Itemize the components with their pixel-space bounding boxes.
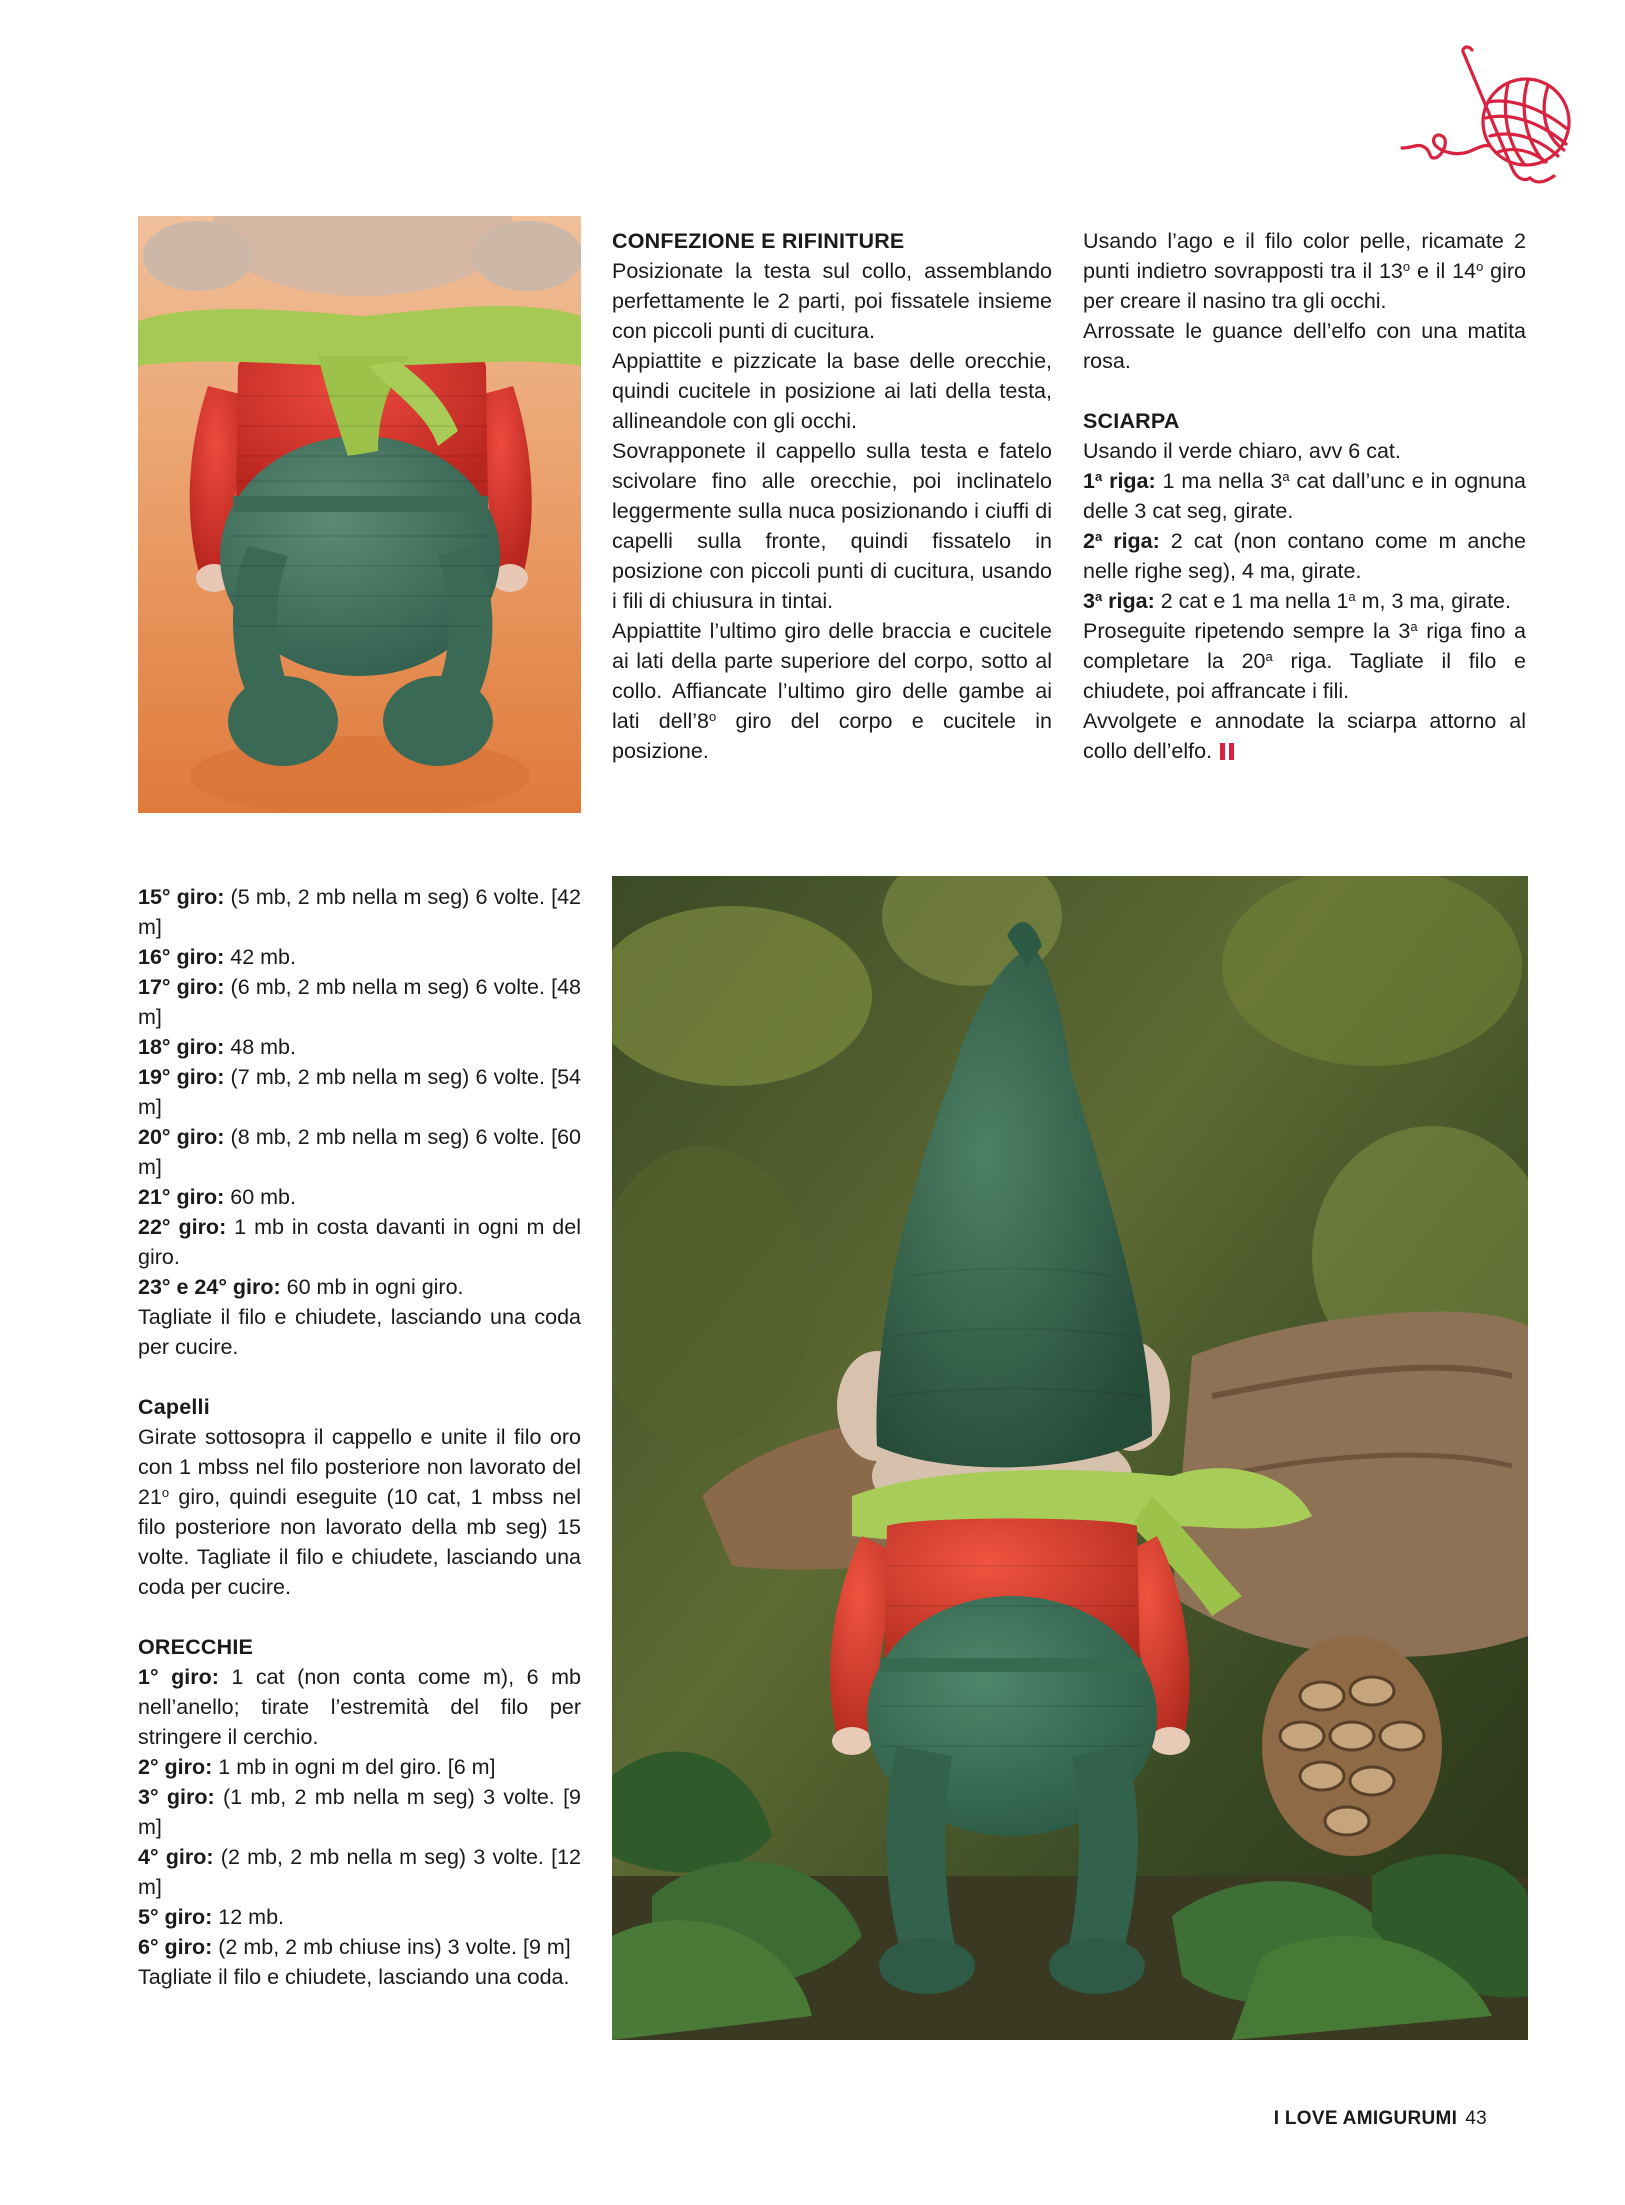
cheeks-paragraph: Arrossate le guance dell’elfo con una matita rosa. [1083,319,1526,373]
ear-round-4: 4° giro: (2 mb, 2 mb nella m seg) 3 volte. [12 m] [138,1845,581,1899]
ears-heading: ORECCHIE [138,1635,254,1659]
finishing-paragraph-1: Posizionate la testa sul collo, assemblando perfettamente le 2 parti, poi fissatele insieme con piccoli punti di cucitura. [612,259,1052,343]
hat-close: Tagliate il filo e chiudete, lasciando una coda per cucire. [138,1305,581,1359]
ear-round-6: 6° giro: (2 mb, 2 mb chiuse ins) 3 volte. [9 m] [138,1935,571,1959]
hat-round-23-24: 23° e 24° giro: 60 mb in ogni giro. [138,1275,464,1299]
finishing-column [612,226,1052,766]
hair-instructions: Girate sottosopra il cappello e unite il filo oro con 1 mbss nel filo posteriore non lavorato del 21$^o$ giro, quindi eseguite (10 cat, 1 mbss nel filo posteriore non lavorato della mb seg) 15 volte. Tagliate il filo e chiudete, lasciando una coda per cucire. [138,1425,581,1599]
scarf-heading: SCIARPA [1083,409,1180,433]
ear-round-5: 5° giro: 12 mb. [138,1905,284,1929]
yarn-ball-heart-icon [1398,40,1598,190]
ear-round-3: 3° giro: (1 mb, 2 mb nella m seg) 3 volte. [9 m] [138,1785,581,1839]
scarf-repeat: Proseguite ripetendo sempre la 3$^a$ riga fino a completare la 20$^a$ riga. Tagliate il filo e chiudete, poi affrancate i fili. [1083,619,1526,703]
scarf-row-1: 1$^a$ riga: 1 ma nella 3$^a$ cat dall’unc e in ognuna delle 3 cat seg, girate. [1083,469,1526,523]
hair-heading: Capelli [138,1395,210,1419]
hat-round-16: 16° giro: 42 mb. [138,945,296,969]
hat-round-20: 20° giro: (8 mb, 2 mb nella m seg) 6 volte. [60 m] [138,1125,581,1179]
scarf-intro: Usando il verde chiaro, avv 6 cat. [1083,439,1401,463]
hat-round-18: 18° giro: 48 mb. [138,1035,296,1059]
finishing-paragraph-2: Appiattite e pizzicate la base delle orecchie, quindi cucitele in posizione ai lati della testa, allineandole con gli occhi. [612,349,1052,433]
magazine-name: I LOVE AMIGURUMI [1273,2108,1458,2129]
finishing-paragraph-4: Appiattite l’ultimo giro delle braccia e cucitele ai lati della parte superiore del corpo, sotto al collo. Affiancate l’ultimo giro delle gambe ai lati dell’8$^o$ giro del corpo e cucitele in posizione. [612,619,1052,763]
end-of-article-icon [1220,743,1225,760]
scarf-final: Avvolgete e annodate la sciarpa attorno al collo dell’elfo. [1083,709,1526,763]
hat-round-15: 15° giro: (5 mb, 2 mb nella m seg) 6 volte. [42 m] [138,885,581,939]
ears-close: Tagliate il filo e chiudete, lasciando una coda. [138,1965,570,1989]
ear-round-1: 1° giro: 1 cat (non conta come m), 6 mb nell’anello; tirate l’estremità del filo per stringere il cerchio. [138,1665,581,1749]
page-number: 43 [1465,2108,1487,2129]
finishing-heading: CONFEZIONE E RIFINITURE [612,229,905,253]
page-footer [1274,2108,1487,2130]
elf-forest-photo [612,876,1528,2040]
scarf-row-2: 2$^a$ riga: 2 cat (non contano come m anche nelle righe seg), 4 ma, girate. [1083,529,1526,583]
elf-body-photo [138,216,581,813]
scarf-row-3: 3$^a$ riga: 2 cat e 1 ma nella 1$^a$ m, 3 ma, girate. [1083,589,1511,613]
hat-round-19: 19° giro: (7 mb, 2 mb nella m seg) 6 volte. [54 m] [138,1065,581,1119]
hat-round-22: 22° giro: 1 mb in costa davanti in ogni m del giro. [138,1215,581,1269]
scarf-column [1083,226,1526,766]
ear-round-2: 2° giro: 1 mb in ogni m del giro. [6 m] [138,1755,496,1779]
hat-round-17: 17° giro: (6 mb, 2 mb nella m seg) 6 volte. [48 m] [138,975,581,1029]
finishing-paragraph-3: Sovrapponete il cappello sulla testa e fatelo scivolare fino alle orecchie, poi inclinatelo leggermente sulla nuca posizionando i ciuffi di capelli sulla fronte, quindi fissatelo in posizione con piccoli punti di cucitura, usando i fili di chiusura in tintai. [612,439,1052,613]
nose-paragraph: Usando l’ago e il filo color pelle, ricamate 2 punti indietro sovrapposti tra il 13$^o$ e il 14$^o$ giro per creare il nasino tra gli occhi. [1083,229,1527,313]
brand-logo [1398,40,1598,190]
hat-ears-column [138,882,581,1992]
hat-round-21: 21° giro: 60 mb. [138,1185,296,1209]
